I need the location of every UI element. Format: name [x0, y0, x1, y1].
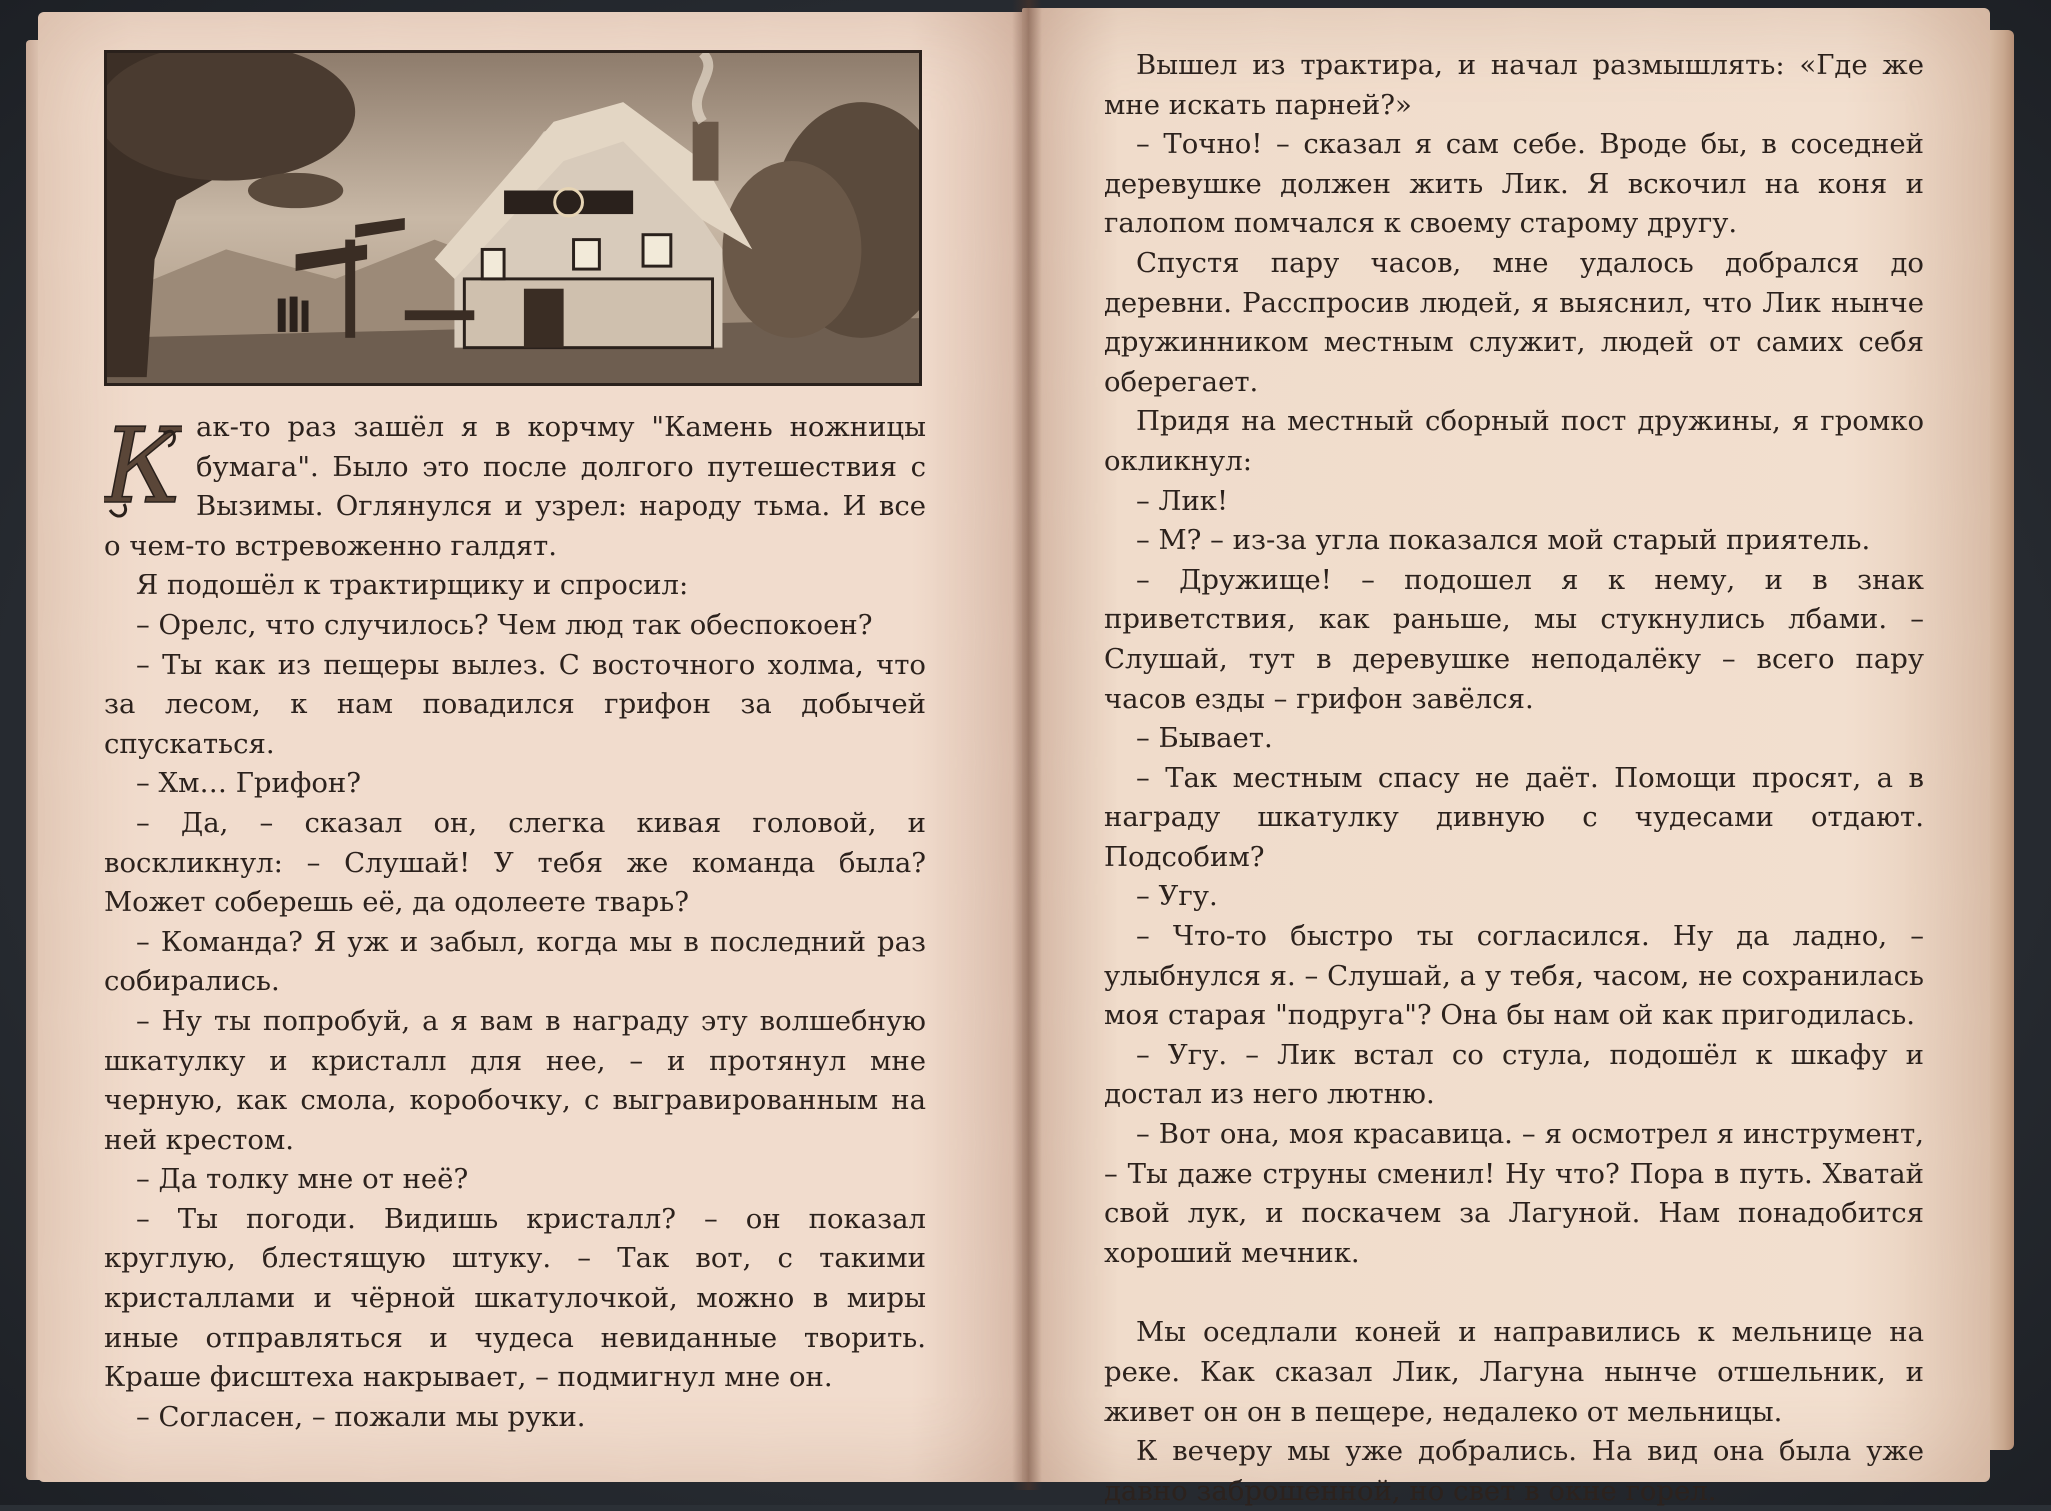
right-para-14: Мы оседлали коней и направились к мельнице на реке. Как сказал Лик, Лагуна нынче отшельник, и живет он он в пещере, недалеко от мельницы. [1104, 1316, 1924, 1428]
right-para-5: – Лик! [1136, 484, 1229, 517]
left-para-3: – Ты как из пещеры вылез. С восточного холма, что за лесом, к нам повадился грифон за добычей спускаться. [104, 648, 926, 760]
first-paragraph [104, 408, 926, 566]
tavern-illustration [104, 50, 922, 386]
right-para-7: – Дружище! – подошел я к нему, и в знак приветствия, как раньше, мы стукнулись лбами. – Слушай, тут в деревушке неподалёку – всего пару часов езды – грифон завёлся. [1104, 563, 1924, 715]
left-para-1: Я подошёл к трактирщику и спросил: [136, 569, 689, 602]
tavern-picture [107, 53, 919, 383]
right-page-edge [1988, 30, 2014, 1450]
right-para-11: – Что-то быстро ты согласился. Ну да ладно, – улыбнулся я. – Слушай, а у тебя, часом, не сохранилась моя старая "подруга"? Она бы нам ой как пригодилась. [1104, 920, 1924, 1032]
right-para-2: – Точно! – сказал я сам себе. Вроде бы, в соседней деревушке должен жить Лик. Я вскочил на коня и галопом помчался к своему старому другу. [1104, 128, 1924, 240]
left-page-text [104, 408, 926, 1437]
right-para-3: Спустя пару часов, мне удалось добрался до деревни. Расспросив людей, я выяснил, что Лик нынче дружинником местным служит, людей от самих себя оберегает. [1104, 246, 1924, 398]
right-para-15: К вечеру мы уже добрались. На вид она была уже давно заброшенной, но свет в окне горел. [1104, 1435, 1924, 1507]
right-para-1: Вышел из трактира, и начал размышлять: «Где же мне искать парней?» [1104, 49, 1924, 121]
section-break [1104, 1273, 1924, 1313]
right-para-4: Придя на местный сборный пост дружины, я громко окликнул: [1104, 405, 1924, 477]
right-para-9: – Так местным спасу не даёт. Помощи просят, а в награду шкатулку дивную с чудесами отдают. Подсобим? [1104, 761, 1924, 873]
dropcap [104, 414, 182, 524]
left-para-9: – Ты погоди. Видишь кристалл? – он показал круглую, блестящую штуку. – Так вот, с такими кристаллами и чёрной шкатулочкой, можно в миры иные отправляться и чудеса невиданные творить. Краше фисштеха накрывает, – подмигнул мне он. [104, 1202, 926, 1394]
first-paragraph-text: ак-то раз зашёл я в корчму "Камень ножницы бумага". Было это после долгого путешествия с Вызимы. Оглянулся и узрел: народу тьма. И все о чем-то встревоженно галдят. [104, 411, 926, 562]
right-para-13: – Вот она, моя красавица. – я осмотрел я инструмент, – Ты даже струны сменил! Ну что? Пора в путь. Хватай свой лук, и поскачем за Лагуной. Нам понадобится хороший мечник. [1104, 1118, 1924, 1269]
book-spine [1012, 0, 1042, 1490]
dropcap-letter: К [104, 414, 182, 524]
left-para-7: – Ну ты попробуй, а я вам в награду эту волшебную шкатулку и кристалл для нее, – и протянул мне черную, как смола, коробочку, с выгравированным на ней крестом. [104, 1004, 926, 1156]
right-page-text [1104, 46, 1924, 1511]
left-para-5: – Да, – сказал он, слегка кивая головой, и воскликнул: – Слушай! У тебя же команда была? Может соберешь её, да одолеете тварь? [104, 806, 926, 919]
right-para-6: – М? – из-за угла показался мой старый приятель. [1136, 524, 1871, 557]
left-para-6: – Команда? Я уж и забыл, когда мы в последний раз собирались. [104, 925, 926, 998]
right-para-8: – Бывает. [1136, 722, 1273, 755]
right-para-12: – Угу. – Лик встал со стула, подошёл к шкафу и достал из него лютню. [1104, 1038, 1924, 1111]
ornate-letter-k [104, 414, 182, 524]
left-para-8: – Да толку мне от неё? [136, 1163, 469, 1196]
right-para-10: – Угу. [1136, 880, 1218, 913]
left-para-10: – Согласен, – пожали мы руки. [136, 1400, 586, 1433]
left-para-2: – Орелс, что случилось? Чем люд так обеспокоен? [136, 608, 873, 641]
left-para-4: – Хм… Грифон? [136, 767, 361, 800]
